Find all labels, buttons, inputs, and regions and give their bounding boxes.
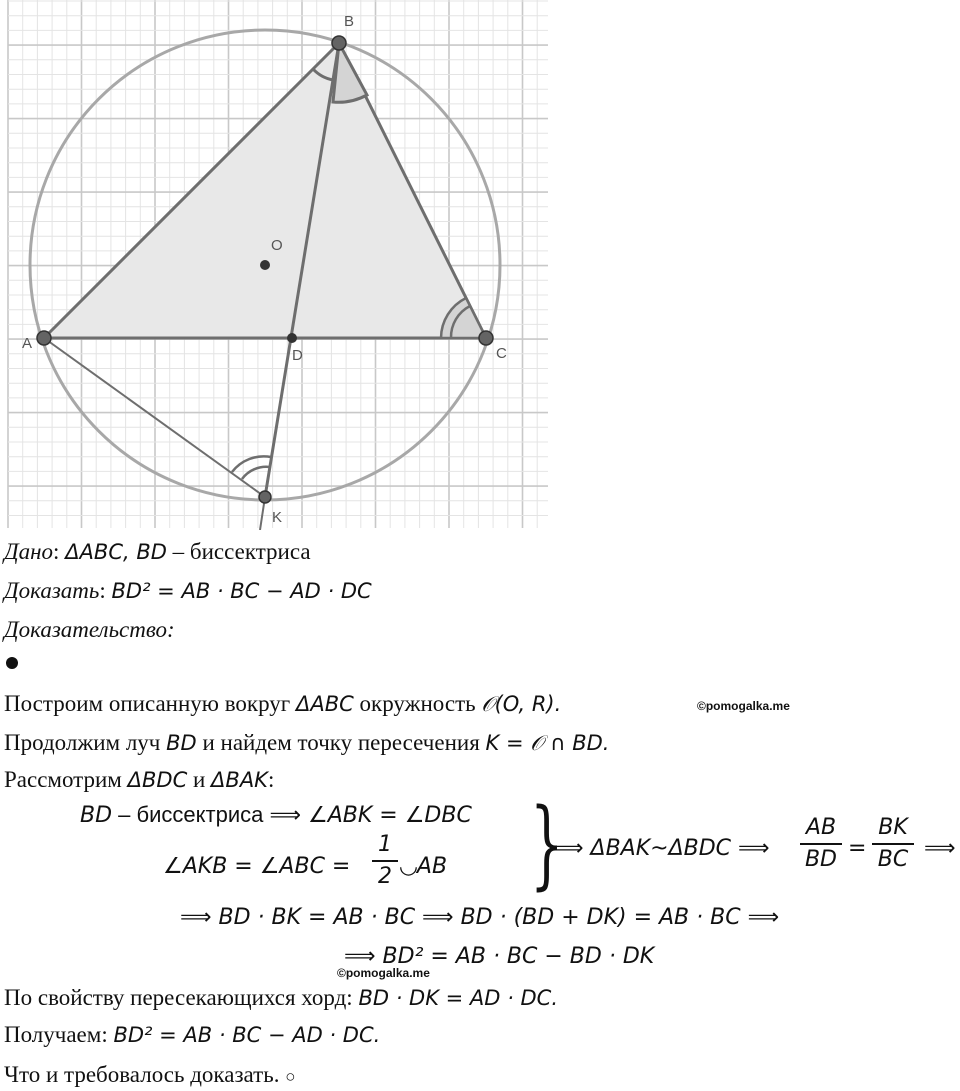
qed-mark: ○ — [285, 1067, 296, 1086]
l3-text-c: : — [267, 767, 275, 792]
system-brace: } — [530, 788, 564, 900]
frac2-numerator: BK — [878, 815, 908, 840]
point-c — [479, 331, 493, 345]
l5-math: BD² = AB · BC − AD · DC. — [113, 1023, 381, 1047]
m1-angles: ⟹ ∠ABK = ∠DBC — [269, 803, 472, 828]
point-k — [259, 491, 271, 503]
label-a: A — [22, 335, 33, 352]
watermark: ©pomogalka.me — [697, 699, 790, 713]
bullet-icon — [6, 657, 18, 669]
l3-text-a: Рассмотрим — [4, 767, 128, 792]
prove-math: BD² = AB · BC − AD · DC — [111, 579, 372, 603]
proof-line-4 — [4, 984, 558, 1012]
l4-text: По свойству пересекающихся хорд: — [4, 985, 359, 1010]
proof-line-5 — [4, 1021, 380, 1049]
system-line-2 — [163, 853, 350, 881]
prove-label: Доказать — [4, 578, 100, 603]
l3-math-bak: ΔBAK — [211, 768, 268, 792]
proof-line-6 — [4, 1061, 295, 1091]
l5-text: Получаем: — [4, 1022, 114, 1047]
l1-text-a: Построим описанную вокруг — [4, 691, 296, 716]
label-b: B — [344, 13, 355, 30]
l1-math-circle: 𝒪(O, R). — [481, 692, 562, 716]
fraction-bk-bc — [872, 815, 914, 873]
fraction-ab-bd — [800, 815, 842, 873]
half-denominator: 2 — [378, 864, 392, 889]
l2-text-a: Продолжим луч — [4, 730, 167, 755]
l2-math-bd: BD — [166, 731, 197, 755]
watermark-2: ©pomogalka.me — [337, 966, 430, 980]
l3-text-b: и — [187, 767, 212, 792]
label-c: C — [496, 345, 507, 362]
implies-end: ⟹ — [924, 836, 956, 861]
arc-ab: ◡AB — [400, 854, 448, 879]
angle-mark-k-inner — [242, 467, 270, 479]
fraction-half — [372, 832, 398, 890]
proof-label: Доказательство: — [4, 617, 175, 642]
proof-line-2 — [4, 729, 609, 757]
proof-line-1 — [4, 690, 561, 718]
given-line — [4, 538, 311, 566]
m1-bd: BD — [80, 803, 113, 828]
derivation-line-1: ⟹ BD · BK = AB · BC ⟹ BD · (BD + DK) = AB · BC ⟹ — [180, 905, 780, 930]
frac1-numerator: AB — [805, 815, 837, 840]
l1-math-triangle: ΔABC — [295, 692, 354, 716]
point-b — [332, 36, 346, 50]
equals-sign: = — [848, 836, 867, 861]
proof-line-3 — [4, 766, 274, 794]
l2-math-k: K = 𝒪 ∩ BD. — [485, 731, 610, 755]
similarity-line: ⟹ ΔBAK~ΔBDC ⟹ — [552, 836, 770, 861]
m1-bisector-text: – биссектриса — [112, 802, 270, 827]
given-rest: – биссектриса — [166, 539, 311, 564]
l2-text-b: и найдем точку пересечения — [196, 730, 486, 755]
l6-text: Что и требовалось доказать. — [4, 1062, 280, 1087]
label-o: O — [271, 237, 283, 254]
prove-colon: : — [99, 578, 112, 603]
prove-line — [4, 577, 372, 605]
frac2-denominator: BC — [877, 847, 909, 872]
l3-math-bdc: ΔBDC — [127, 768, 188, 792]
derivation-line-2: ⟹ BD² = AB · BC − BD · DK — [344, 944, 655, 969]
l1-text-b: окружность — [353, 691, 482, 716]
frac1-denominator: BD — [804, 847, 838, 872]
given-colon: : — [53, 539, 66, 564]
label-k: K — [272, 509, 283, 526]
label-d: D — [292, 347, 303, 364]
point-d — [287, 333, 297, 343]
system-line-1 — [80, 801, 472, 830]
half-numerator: 1 — [378, 832, 392, 857]
point-o — [260, 260, 270, 270]
m2-angles: ∠AKB = ∠ABC = — [163, 854, 351, 879]
given-label: Дано — [4, 539, 54, 564]
point-a — [37, 331, 51, 345]
l4-math: BD · DK = AD · DC. — [358, 986, 558, 1010]
given-math: ΔABC, BD — [65, 540, 167, 564]
geometry-figure — [0, 0, 560, 530]
